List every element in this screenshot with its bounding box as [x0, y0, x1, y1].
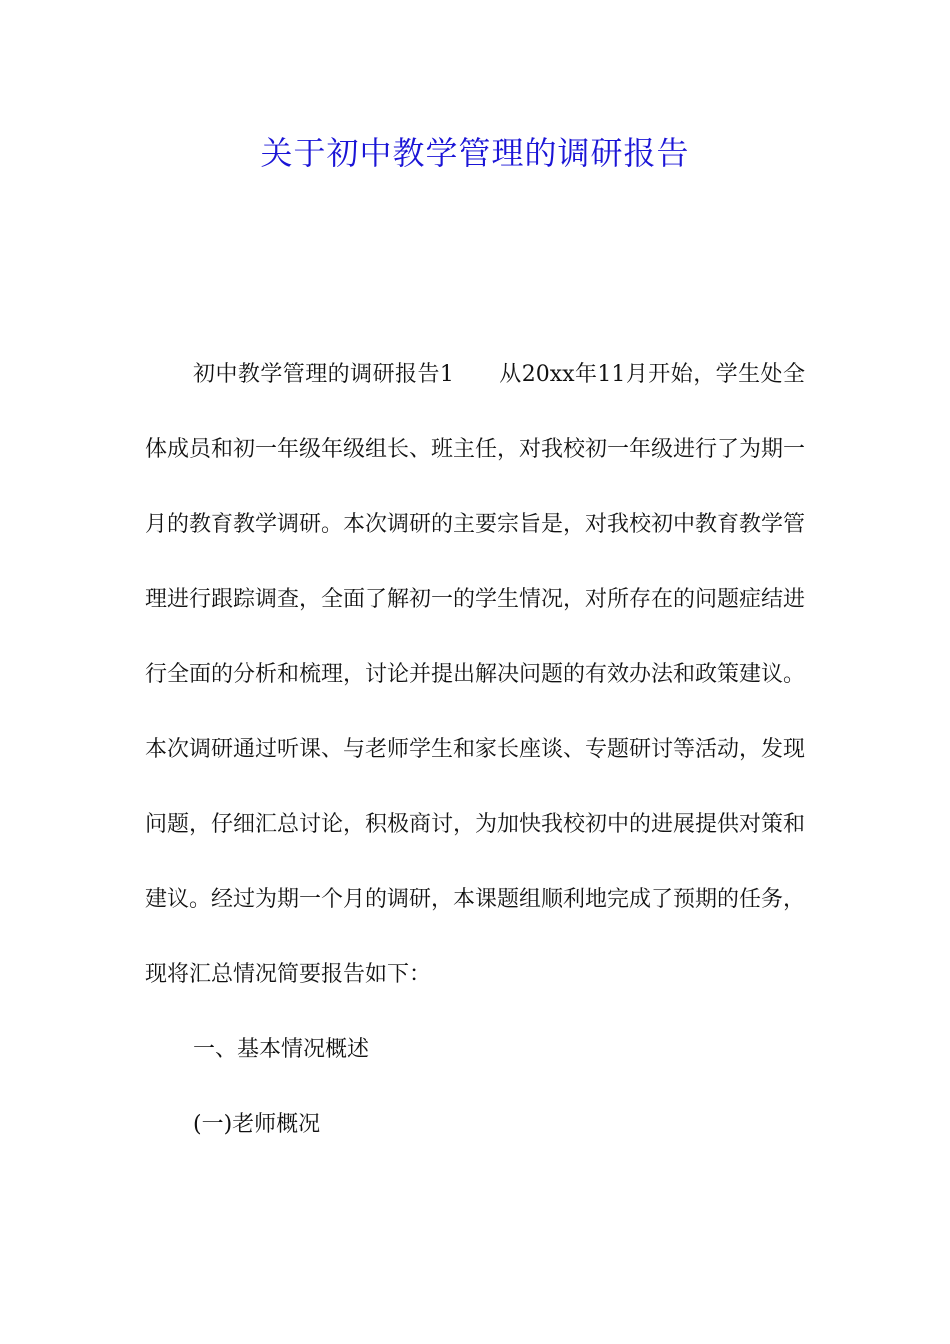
document-body	[145, 337, 805, 1162]
document-title: 关于初中教学管理的调研报告	[260, 134, 690, 172]
section-heading: 一、基本情况概述	[193, 1037, 370, 1062]
subsection-heading: (一)老师概况	[193, 1112, 321, 1137]
intro-paragraph: 初中教学管理的调研报告1 从20xx年11月开始，学生处全体成员和初一年级年级组长、班主任，对我校初一年级进行了为期一月的教育教学调研。本次调研的主要宗旨是，对我校初中教育教学管理进行跟踪调查，全面了解初一的学生情况，对所存在的问题症结进行全面的分析和梳理，讨论并提出解决问题的有效办法和政策建议。本次调研通过听课、与老师学生和家长座谈、专题研讨等活动，发现问题，仔细汇总讨论，积极商讨，为加快我校初中的进展提供对策和建议。经过为期一个月的调研，本课题组顺利地完成了预期的任务，现将汇总情况简要报告如下：	[145, 362, 806, 987]
